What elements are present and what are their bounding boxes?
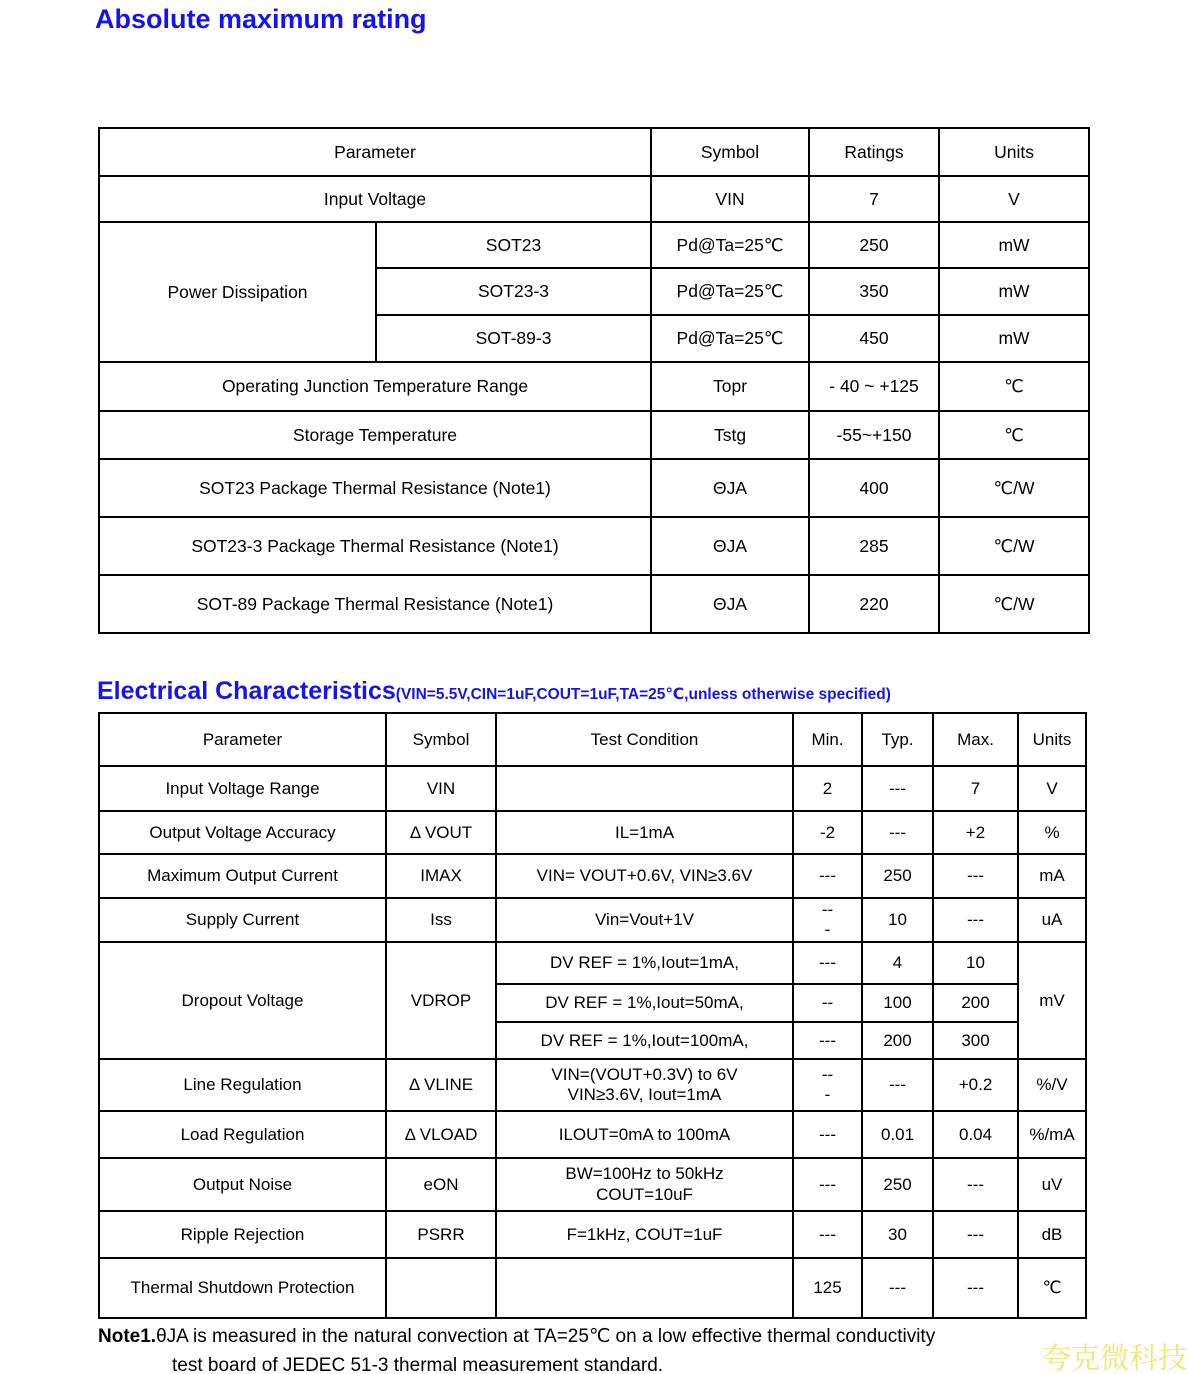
- units-cell: ℃: [939, 362, 1089, 411]
- min-cell: ---: [793, 1211, 862, 1258]
- table-header-row: [99, 128, 1089, 176]
- table-row: [99, 517, 1089, 575]
- table-row: [99, 222, 1089, 268]
- table-row: [99, 854, 1086, 898]
- typ-cell: 10: [862, 898, 933, 942]
- col-header-symbol: Symbol: [386, 713, 496, 766]
- max-cell: 0.04: [933, 1111, 1018, 1158]
- table-row: [99, 1211, 1086, 1258]
- units-cell: ℃/W: [939, 517, 1089, 575]
- param-cell: Output Voltage Accuracy: [99, 811, 386, 854]
- units-cell: %/V: [1018, 1059, 1086, 1111]
- condition-cell: ILOUT=0mA to 100mA: [496, 1111, 793, 1158]
- absolute-maximum-rating-table: [98, 127, 1090, 634]
- typ-cell: 4: [862, 942, 933, 984]
- max-cell: 200: [933, 984, 1018, 1022]
- units-cell: mW: [939, 268, 1089, 315]
- package-cell: SOT-89-3: [376, 315, 651, 362]
- param-cell: Input Voltage Range: [99, 766, 386, 811]
- table-row: [99, 575, 1089, 633]
- col-header-units: Units: [939, 128, 1089, 176]
- condition-cell: [496, 1059, 793, 1111]
- units-cell: ℃/W: [939, 575, 1089, 633]
- max-cell: 300: [933, 1022, 1018, 1059]
- max-cell: ---: [933, 1158, 1018, 1211]
- min-cell: 125: [793, 1258, 862, 1318]
- table-row: [99, 898, 1086, 942]
- typ-cell: ---: [862, 1059, 933, 1111]
- units-cell: ℃: [939, 411, 1089, 459]
- symbol-cell: VDROP: [386, 942, 496, 1059]
- units-cell: %/mA: [1018, 1111, 1086, 1158]
- symbol-cell: ΘJA: [651, 575, 809, 633]
- symbol-cell: Iss: [386, 898, 496, 942]
- param-cell: Line Regulation: [99, 1059, 386, 1111]
- ratings-cell: 350: [809, 268, 939, 315]
- symbol-cell: ΘJA: [651, 459, 809, 517]
- symbol-cell: [386, 1258, 496, 1318]
- test-conditions-text: (VIN=5.5V,CIN=1uF,COUT=1uF,TA=25℃,unless otherwise specified): [395, 686, 891, 703]
- package-cell: SOT23-3: [376, 268, 651, 315]
- condition-cell: DV REF = 1%,Iout=1mA,: [496, 942, 793, 984]
- min-value-line2: -: [824, 920, 831, 939]
- condition-line2: COUT=10uF: [596, 1184, 693, 1204]
- max-cell: +0.2: [933, 1059, 1018, 1111]
- min-cell: ---: [793, 854, 862, 898]
- ratings-cell: 7: [809, 176, 939, 222]
- typ-cell: ---: [862, 811, 933, 854]
- symbol-cell: VIN: [386, 766, 496, 811]
- units-cell: %: [1018, 811, 1086, 854]
- table-header-row: [99, 713, 1086, 766]
- typ-cell: ---: [862, 1258, 933, 1318]
- table-row: [99, 766, 1086, 811]
- condition-line1: VIN=(VOUT+0.3V) to 6V: [551, 1064, 738, 1084]
- condition-cell: DV REF = 1%,Iout=50mA,: [496, 984, 793, 1022]
- table-row: [99, 942, 1086, 984]
- units-cell: mA: [1018, 854, 1086, 898]
- note1-line2: test board of JEDEC 51-3 thermal measurement standard.: [172, 1355, 664, 1374]
- condition-cell: IL=1mA: [496, 811, 793, 854]
- min-cell: [793, 1059, 862, 1111]
- symbol-cell: PSRR: [386, 1211, 496, 1258]
- units-cell: ℃: [1018, 1258, 1086, 1318]
- table-row: [99, 1111, 1086, 1158]
- typ-cell: 0.01: [862, 1111, 933, 1158]
- units-cell: uA: [1018, 898, 1086, 942]
- symbol-cell: Pd@Ta=25℃: [651, 315, 809, 362]
- note1-label: Note1.: [98, 1326, 157, 1347]
- symbol-cell: eON: [386, 1158, 496, 1211]
- note1-footnote: [98, 1322, 1078, 1374]
- condition-cell: VIN= VOUT+0.6V, VIN≥3.6V: [496, 854, 793, 898]
- condition-cell: F=1kHz, COUT=1uF: [496, 1211, 793, 1258]
- ratings-cell: 250: [809, 222, 939, 268]
- max-cell: 7: [933, 766, 1018, 811]
- ratings-cell: 285: [809, 517, 939, 575]
- col-header-ratings: Ratings: [809, 128, 939, 176]
- condition-line1: BW=100Hz to 50kHz: [565, 1164, 724, 1184]
- units-cell: mW: [939, 315, 1089, 362]
- max-cell: 10: [933, 942, 1018, 984]
- param-cell: Operating Junction Temperature Range: [99, 362, 651, 411]
- units-cell: dB: [1018, 1211, 1086, 1258]
- min-cell: ---: [793, 1022, 862, 1059]
- max-cell: +2: [933, 811, 1018, 854]
- table-row: [99, 459, 1089, 517]
- table-row: [99, 1258, 1086, 1318]
- symbol-cell: Pd@Ta=25℃: [651, 222, 809, 268]
- units-cell: V: [1018, 766, 1086, 811]
- min-cell: ---: [793, 1158, 862, 1211]
- condition-cell: [496, 1158, 793, 1211]
- condition-cell: Vin=Vout+1V: [496, 898, 793, 942]
- note1-line1: θJA is measured in the natural convection at TA=25℃ on a low effective thermal conductivity: [156, 1326, 936, 1347]
- typ-cell: 250: [862, 1158, 933, 1211]
- condition-cell: [496, 1258, 793, 1318]
- ratings-cell: 400: [809, 459, 939, 517]
- table-row: [99, 176, 1089, 222]
- min-cell: [793, 898, 862, 942]
- min-cell: ---: [793, 1111, 862, 1158]
- units-cell: mW: [939, 222, 1089, 268]
- symbol-cell: Δ VOUT: [386, 811, 496, 854]
- param-cell: Supply Current: [99, 898, 386, 942]
- col-header-parameter: Parameter: [99, 128, 651, 176]
- param-cell: SOT23 Package Thermal Resistance (Note1): [99, 459, 651, 517]
- typ-cell: ---: [862, 766, 933, 811]
- param-cell: Storage Temperature: [99, 411, 651, 459]
- param-cell: Load Regulation: [99, 1111, 386, 1158]
- param-cell: Dropout Voltage: [99, 942, 386, 1059]
- col-header-max: Max.: [933, 713, 1018, 766]
- ratings-cell: -55~+150: [809, 411, 939, 459]
- symbol-cell: ΘJA: [651, 517, 809, 575]
- param-cell: Power Dissipation: [99, 222, 376, 362]
- table-row: [99, 811, 1086, 854]
- col-header-parameter: Parameter: [99, 713, 386, 766]
- param-cell: Output Noise: [99, 1158, 386, 1211]
- table-row: [99, 1158, 1086, 1211]
- min-cell: -2: [793, 811, 862, 854]
- max-cell: ---: [933, 898, 1018, 942]
- condition-line2: VIN≥3.6V, Iout=1mA: [567, 1085, 722, 1104]
- param-cell: SOT-89 Package Thermal Resistance (Note1): [99, 575, 651, 633]
- ratings-cell: 450: [809, 315, 939, 362]
- param-cell: SOT23-3 Package Thermal Resistance (Note1): [99, 517, 651, 575]
- electrical-characteristics-heading: Electrical Characteristics: [97, 677, 396, 705]
- electrical-characteristics-title: [97, 677, 891, 706]
- max-cell: ---: [933, 1211, 1018, 1258]
- table-row: [99, 1059, 1086, 1111]
- min-value-line2: -: [824, 1085, 831, 1104]
- vendor-watermark: 夸克微科技: [1042, 1343, 1188, 1374]
- units-cell: V: [939, 176, 1089, 222]
- min-cell: 2: [793, 766, 862, 811]
- table-row: [99, 411, 1089, 459]
- condition-cell: DV REF = 1%,Iout=100mA,: [496, 1022, 793, 1059]
- table-row: [99, 362, 1089, 411]
- min-cell: ---: [793, 942, 862, 984]
- param-cell: Ripple Rejection: [99, 1211, 386, 1258]
- max-cell: ---: [933, 854, 1018, 898]
- condition-cell: [496, 766, 793, 811]
- col-header-test-condition: Test Condition: [496, 713, 793, 766]
- min-cell: --: [793, 984, 862, 1022]
- typ-cell: 250: [862, 854, 933, 898]
- package-cell: SOT23: [376, 222, 651, 268]
- units-cell: mV: [1018, 942, 1086, 1059]
- units-cell: uV: [1018, 1158, 1086, 1211]
- units-cell: ℃/W: [939, 459, 1089, 517]
- col-header-typ: Typ.: [862, 713, 933, 766]
- min-value-line1: --: [821, 1064, 834, 1084]
- param-cell: Maximum Output Current: [99, 854, 386, 898]
- col-header-min: Min.: [793, 713, 862, 766]
- symbol-cell: Topr: [651, 362, 809, 411]
- electrical-characteristics-table: [98, 712, 1087, 1319]
- ratings-cell: 220: [809, 575, 939, 633]
- max-cell: ---: [933, 1258, 1018, 1318]
- param-cell: Input Voltage: [99, 176, 651, 222]
- typ-cell: 100: [862, 984, 933, 1022]
- col-header-units: Units: [1018, 713, 1086, 766]
- ratings-cell: - 40 ~ +125: [809, 362, 939, 411]
- symbol-cell: Δ VLOAD: [386, 1111, 496, 1158]
- absolute-maximum-rating-title: Absolute maximum rating: [95, 4, 427, 34]
- symbol-cell: IMAX: [386, 854, 496, 898]
- typ-cell: 30: [862, 1211, 933, 1258]
- min-value-line1: --: [821, 899, 834, 919]
- symbol-cell: Tstg: [651, 411, 809, 459]
- col-header-symbol: Symbol: [651, 128, 809, 176]
- param-cell: Thermal Shutdown Protection: [99, 1258, 386, 1318]
- symbol-cell: Δ VLINE: [386, 1059, 496, 1111]
- symbol-cell: Pd@Ta=25℃: [651, 268, 809, 315]
- symbol-cell: VIN: [651, 176, 809, 222]
- typ-cell: 200: [862, 1022, 933, 1059]
